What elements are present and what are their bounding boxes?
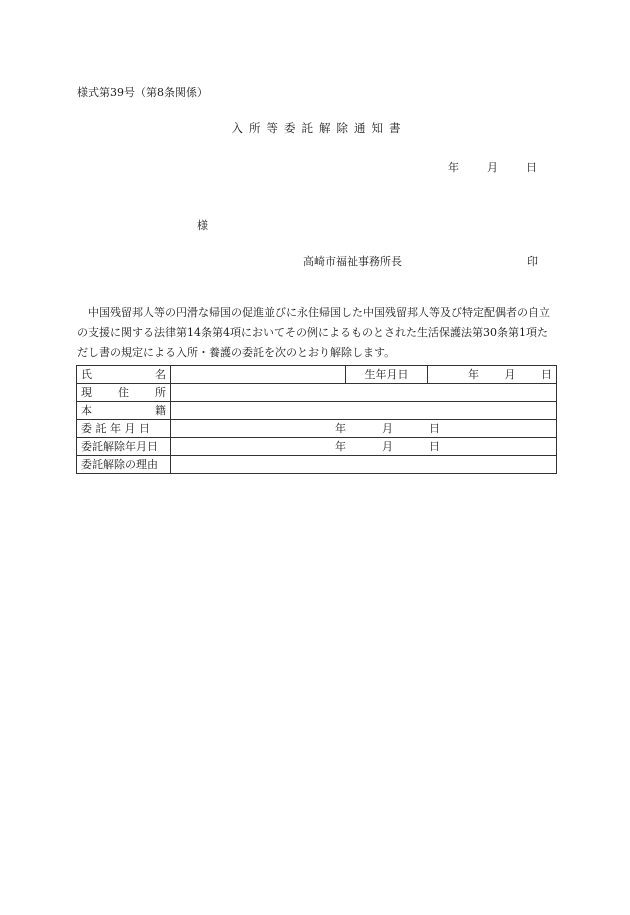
issue-year: 年: [448, 161, 459, 174]
birth-date-label: 生年月日: [346, 366, 428, 384]
seal-mark: 印: [527, 255, 538, 268]
release-reason-value[interactable]: [171, 456, 557, 474]
row-domicile: [77, 402, 557, 420]
form-number: 様式第39号（第8条関係）: [77, 86, 208, 99]
document-title: 入所等委託解除通知書: [231, 121, 407, 135]
release-date-value[interactable]: 年 月 日: [171, 438, 557, 456]
name-value[interactable]: [171, 366, 346, 384]
commission-date-label: 委 託 年 月 日: [77, 420, 171, 438]
name-label: 氏 名: [77, 366, 171, 384]
address-value[interactable]: [171, 384, 557, 402]
issue-month: 月: [487, 161, 498, 174]
release-date-label: 委託解除年月日: [77, 438, 171, 456]
release-reason-label: 委託解除の理由: [77, 456, 171, 474]
notice-body: 中国残留邦人等の円滑な帰国の促進並びに永住帰国した中国残留邦人等及び特定配偶者の自立の支援に関する法律第14条第4項においてその例によるものとされた生活保護法第30条第1項ただし書の規定による入所・養護の委託を次のとおり解除します。: [77, 306, 550, 359]
row-commission-date: [77, 420, 557, 438]
domicile-label: 本 籍: [77, 402, 171, 420]
issue-day: 日: [526, 161, 537, 174]
addressee-honorific: 様: [197, 219, 208, 232]
issue-date: [448, 162, 537, 173]
row-release-reason: [77, 456, 557, 474]
row-address: [77, 384, 557, 402]
notice-table: [76, 365, 557, 474]
domicile-value[interactable]: [171, 402, 557, 420]
issuer-name: 高崎市福祉事務所長: [303, 255, 402, 268]
birth-date-value[interactable]: 年 月 日: [428, 366, 557, 384]
row-name: [77, 366, 557, 384]
row-release-date: [77, 438, 557, 456]
commission-date-value[interactable]: 年 月 日: [171, 420, 557, 438]
address-label: 現 住 所: [77, 384, 171, 402]
